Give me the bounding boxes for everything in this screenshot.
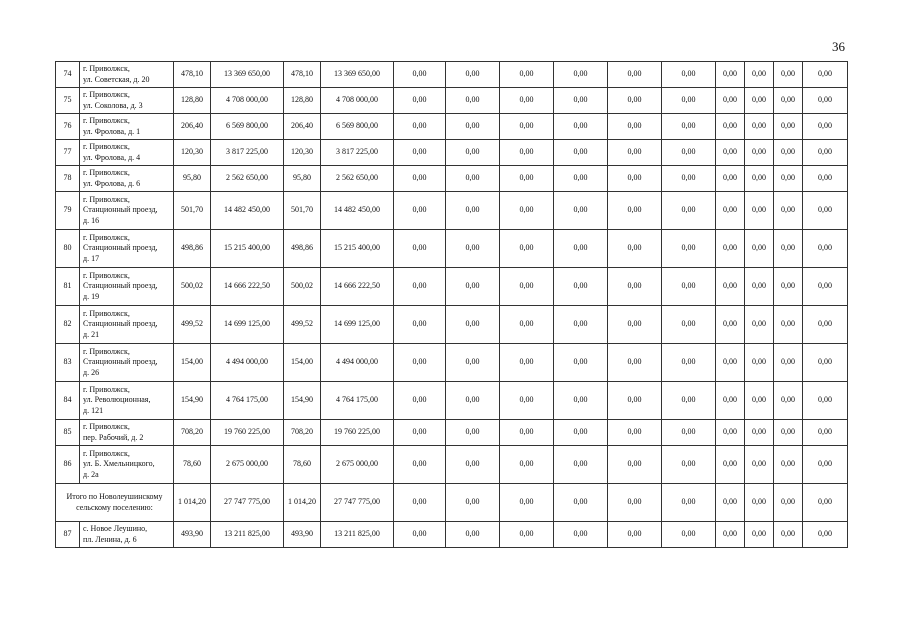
value-cell: 0,00 bbox=[500, 420, 554, 446]
value-cell: 0,00 bbox=[554, 484, 608, 522]
value-cell: 15 215 400,00 bbox=[321, 230, 394, 268]
value-cell: 2 675 000,00 bbox=[321, 446, 394, 484]
value-cell: 0,00 bbox=[608, 114, 662, 140]
value-cell: 0,00 bbox=[500, 382, 554, 420]
value-cell: 499,52 bbox=[174, 306, 211, 344]
value-cell: 2 675 000,00 bbox=[211, 446, 284, 484]
table-row bbox=[56, 344, 848, 382]
value-cell: 0,00 bbox=[446, 268, 500, 306]
value-cell: 13 369 650,00 bbox=[211, 62, 284, 88]
value-cell: 0,00 bbox=[554, 140, 608, 166]
value-cell: 0,00 bbox=[394, 140, 446, 166]
table-row bbox=[56, 382, 848, 420]
value-cell: 0,00 bbox=[716, 522, 745, 548]
value-cell: 708,20 bbox=[284, 420, 321, 446]
value-cell: 19 760 225,00 bbox=[211, 420, 284, 446]
page-number: 36 bbox=[832, 39, 845, 54]
value-cell: 501,70 bbox=[284, 192, 321, 230]
table-row bbox=[56, 306, 848, 344]
value-cell: 0,00 bbox=[394, 344, 446, 382]
value-cell: 0,00 bbox=[716, 230, 745, 268]
value-cell: 0,00 bbox=[745, 88, 774, 114]
value-cell: 0,00 bbox=[745, 420, 774, 446]
value-cell: 0,00 bbox=[803, 114, 848, 140]
housing-fund-table bbox=[55, 61, 848, 548]
value-cell: 0,00 bbox=[774, 166, 803, 192]
table-row bbox=[56, 268, 848, 306]
value-cell: 0,00 bbox=[394, 306, 446, 344]
value-cell: 0,00 bbox=[774, 484, 803, 522]
value-cell: 154,90 bbox=[174, 382, 211, 420]
value-cell: 500,02 bbox=[284, 268, 321, 306]
value-cell: 0,00 bbox=[608, 522, 662, 548]
value-cell: 478,10 bbox=[284, 62, 321, 88]
value-cell: 0,00 bbox=[500, 268, 554, 306]
value-cell: 0,00 bbox=[608, 166, 662, 192]
address-cell: г. Приволжск, ул. Советская, д. 20 bbox=[80, 62, 174, 88]
table-row bbox=[56, 446, 848, 484]
value-cell: 0,00 bbox=[774, 62, 803, 88]
value-cell: 0,00 bbox=[716, 140, 745, 166]
value-cell: 0,00 bbox=[745, 446, 774, 484]
value-cell: 0,00 bbox=[662, 268, 716, 306]
value-cell: 0,00 bbox=[745, 484, 774, 522]
value-cell: 0,00 bbox=[446, 306, 500, 344]
value-cell: 0,00 bbox=[774, 420, 803, 446]
value-cell: 0,00 bbox=[608, 88, 662, 114]
value-cell: 6 569 800,00 bbox=[211, 114, 284, 140]
address-cell: г. Приволжск, ул. Революционная, д. 121 bbox=[80, 382, 174, 420]
value-cell: 0,00 bbox=[554, 446, 608, 484]
value-cell: 0,00 bbox=[554, 522, 608, 548]
value-cell: 0,00 bbox=[554, 382, 608, 420]
value-cell: 0,00 bbox=[774, 344, 803, 382]
table-row bbox=[56, 420, 848, 446]
address-cell: г. Приволжск, Станционный проезд, д. 19 bbox=[80, 268, 174, 306]
value-cell: 4 708 000,00 bbox=[211, 88, 284, 114]
value-cell: 6 569 800,00 bbox=[321, 114, 394, 140]
value-cell: 14 666 222,50 bbox=[321, 268, 394, 306]
value-cell: 0,00 bbox=[774, 268, 803, 306]
address-cell: г. Приволжск, Станционный проезд, д. 21 bbox=[80, 306, 174, 344]
value-cell: 0,00 bbox=[608, 192, 662, 230]
value-cell: 0,00 bbox=[803, 268, 848, 306]
value-cell: 0,00 bbox=[394, 484, 446, 522]
value-cell: 4 708 000,00 bbox=[321, 88, 394, 114]
row-number: 79 bbox=[56, 192, 80, 230]
value-cell: 0,00 bbox=[662, 446, 716, 484]
value-cell: 0,00 bbox=[662, 484, 716, 522]
value-cell: 0,00 bbox=[774, 522, 803, 548]
value-cell: 0,00 bbox=[803, 522, 848, 548]
value-cell: 0,00 bbox=[774, 382, 803, 420]
value-cell: 0,00 bbox=[446, 382, 500, 420]
value-cell: 0,00 bbox=[554, 166, 608, 192]
row-number: 82 bbox=[56, 306, 80, 344]
value-cell: 0,00 bbox=[500, 88, 554, 114]
value-cell: 0,00 bbox=[803, 484, 848, 522]
value-cell: 0,00 bbox=[394, 420, 446, 446]
value-cell: 499,52 bbox=[284, 306, 321, 344]
value-cell: 501,70 bbox=[174, 192, 211, 230]
value-cell: 0,00 bbox=[803, 446, 848, 484]
value-cell: 4 494 000,00 bbox=[211, 344, 284, 382]
value-cell: 0,00 bbox=[745, 166, 774, 192]
address-cell: г. Приволжск, ул. Б. Хмельницкого, д. 2а bbox=[80, 446, 174, 484]
address-cell: г. Приволжск, ул. Фролова, д. 4 bbox=[80, 140, 174, 166]
value-cell: 0,00 bbox=[500, 140, 554, 166]
value-cell: 0,00 bbox=[500, 522, 554, 548]
value-cell: 0,00 bbox=[394, 268, 446, 306]
value-cell: 0,00 bbox=[803, 344, 848, 382]
value-cell: 0,00 bbox=[662, 192, 716, 230]
value-cell: 154,00 bbox=[174, 344, 211, 382]
row-number: 76 bbox=[56, 114, 80, 140]
value-cell: 0,00 bbox=[500, 114, 554, 140]
value-cell: 0,00 bbox=[608, 420, 662, 446]
address-cell: с. Новое Леушино, пл. Ленина, д. 6 bbox=[80, 522, 174, 548]
row-number: 83 bbox=[56, 344, 80, 382]
row-number: 78 bbox=[56, 166, 80, 192]
value-cell: 0,00 bbox=[716, 484, 745, 522]
table-row bbox=[56, 522, 848, 548]
value-cell: 493,90 bbox=[174, 522, 211, 548]
value-cell: 0,00 bbox=[716, 420, 745, 446]
value-cell: 0,00 bbox=[608, 62, 662, 88]
address-cell: г. Приволжск, пер. Рабочий, д. 2 bbox=[80, 420, 174, 446]
value-cell: 708,20 bbox=[174, 420, 211, 446]
value-cell: 0,00 bbox=[716, 88, 745, 114]
value-cell: 154,00 bbox=[284, 344, 321, 382]
value-cell: 128,80 bbox=[174, 88, 211, 114]
value-cell: 0,00 bbox=[716, 446, 745, 484]
value-cell: 0,00 bbox=[745, 62, 774, 88]
row-number: 75 bbox=[56, 88, 80, 114]
value-cell: 0,00 bbox=[554, 268, 608, 306]
value-cell: 0,00 bbox=[608, 268, 662, 306]
value-cell: 0,00 bbox=[554, 114, 608, 140]
value-cell: 0,00 bbox=[716, 62, 745, 88]
value-cell: 0,00 bbox=[662, 230, 716, 268]
value-cell: 0,00 bbox=[446, 88, 500, 114]
value-cell: 0,00 bbox=[774, 230, 803, 268]
row-number: 85 bbox=[56, 420, 80, 446]
value-cell: 0,00 bbox=[500, 166, 554, 192]
value-cell: 13 369 650,00 bbox=[321, 62, 394, 88]
value-cell: 0,00 bbox=[500, 344, 554, 382]
value-cell: 0,00 bbox=[716, 166, 745, 192]
value-cell: 0,00 bbox=[745, 140, 774, 166]
value-cell: 0,00 bbox=[803, 420, 848, 446]
value-cell: 0,00 bbox=[500, 446, 554, 484]
value-cell: 0,00 bbox=[745, 306, 774, 344]
value-cell: 0,00 bbox=[394, 522, 446, 548]
value-cell: 0,00 bbox=[554, 306, 608, 344]
value-cell: 0,00 bbox=[500, 306, 554, 344]
value-cell: 3 817 225,00 bbox=[321, 140, 394, 166]
value-cell: 4 494 000,00 bbox=[321, 344, 394, 382]
value-cell: 0,00 bbox=[774, 114, 803, 140]
value-cell: 0,00 bbox=[803, 192, 848, 230]
value-cell: 0,00 bbox=[394, 230, 446, 268]
value-cell: 0,00 bbox=[774, 140, 803, 166]
value-cell: 0,00 bbox=[554, 230, 608, 268]
value-cell: 0,00 bbox=[774, 192, 803, 230]
row-number: 87 bbox=[56, 522, 80, 548]
total-label: Итого по Новолеушинскому сельскому поселению: bbox=[56, 484, 174, 522]
value-cell: 0,00 bbox=[608, 306, 662, 344]
row-number: 86 bbox=[56, 446, 80, 484]
value-cell: 0,00 bbox=[803, 230, 848, 268]
row-number: 80 bbox=[56, 230, 80, 268]
value-cell: 120,30 bbox=[174, 140, 211, 166]
value-cell: 1 014,20 bbox=[284, 484, 321, 522]
row-number: 81 bbox=[56, 268, 80, 306]
value-cell: 0,00 bbox=[662, 88, 716, 114]
value-cell: 14 482 450,00 bbox=[211, 192, 284, 230]
value-cell: 0,00 bbox=[608, 344, 662, 382]
value-cell: 0,00 bbox=[745, 230, 774, 268]
value-cell: 0,00 bbox=[394, 88, 446, 114]
value-cell: 0,00 bbox=[662, 382, 716, 420]
table-row bbox=[56, 166, 848, 192]
value-cell: 0,00 bbox=[394, 446, 446, 484]
value-cell: 0,00 bbox=[446, 446, 500, 484]
table-row bbox=[56, 88, 848, 114]
row-number: 84 bbox=[56, 382, 80, 420]
value-cell: 0,00 bbox=[554, 62, 608, 88]
value-cell: 0,00 bbox=[803, 166, 848, 192]
value-cell: 0,00 bbox=[774, 446, 803, 484]
value-cell: 0,00 bbox=[446, 484, 500, 522]
total-row bbox=[56, 484, 848, 522]
value-cell: 0,00 bbox=[662, 522, 716, 548]
address-cell: г. Приволжск, ул. Соколова, д. 3 bbox=[80, 88, 174, 114]
value-cell: 0,00 bbox=[662, 420, 716, 446]
value-cell: 0,00 bbox=[745, 268, 774, 306]
address-cell: г. Приволжск, Станционный проезд, д. 17 bbox=[80, 230, 174, 268]
value-cell: 0,00 bbox=[446, 230, 500, 268]
value-cell: 0,00 bbox=[716, 306, 745, 344]
value-cell: 0,00 bbox=[446, 166, 500, 192]
value-cell: 498,86 bbox=[174, 230, 211, 268]
value-cell: 0,00 bbox=[500, 62, 554, 88]
value-cell: 0,00 bbox=[745, 192, 774, 230]
value-cell: 13 211 825,00 bbox=[321, 522, 394, 548]
value-cell: 0,00 bbox=[554, 344, 608, 382]
value-cell: 19 760 225,00 bbox=[321, 420, 394, 446]
value-cell: 0,00 bbox=[446, 114, 500, 140]
address-cell: г. Приволжск, Станционный проезд, д. 26 bbox=[80, 344, 174, 382]
address-cell: г. Приволжск, Станционный проезд, д. 16 bbox=[80, 192, 174, 230]
value-cell: 0,00 bbox=[662, 166, 716, 192]
value-cell: 27 747 775,00 bbox=[211, 484, 284, 522]
value-cell: 0,00 bbox=[716, 344, 745, 382]
value-cell: 0,00 bbox=[608, 382, 662, 420]
value-cell: 0,00 bbox=[662, 114, 716, 140]
value-cell: 0,00 bbox=[716, 268, 745, 306]
value-cell: 0,00 bbox=[745, 344, 774, 382]
value-cell: 0,00 bbox=[608, 140, 662, 166]
value-cell: 0,00 bbox=[662, 306, 716, 344]
value-cell: 0,00 bbox=[716, 114, 745, 140]
value-cell: 493,90 bbox=[284, 522, 321, 548]
value-cell: 0,00 bbox=[662, 62, 716, 88]
value-cell: 0,00 bbox=[608, 446, 662, 484]
value-cell: 0,00 bbox=[500, 192, 554, 230]
value-cell: 95,80 bbox=[174, 166, 211, 192]
value-cell: 0,00 bbox=[716, 192, 745, 230]
value-cell: 0,00 bbox=[554, 88, 608, 114]
value-cell: 0,00 bbox=[446, 344, 500, 382]
value-cell: 95,80 bbox=[284, 166, 321, 192]
address-cell: г. Приволжск, ул. Фролова, д. 1 bbox=[80, 114, 174, 140]
value-cell: 14 699 125,00 bbox=[321, 306, 394, 344]
value-cell: 78,60 bbox=[284, 446, 321, 484]
value-cell: 0,00 bbox=[774, 88, 803, 114]
row-number: 74 bbox=[56, 62, 80, 88]
value-cell: 0,00 bbox=[745, 382, 774, 420]
value-cell: 0,00 bbox=[716, 382, 745, 420]
value-cell: 0,00 bbox=[608, 230, 662, 268]
value-cell: 78,60 bbox=[174, 446, 211, 484]
value-cell: 14 666 222,50 bbox=[211, 268, 284, 306]
value-cell: 4 764 175,00 bbox=[321, 382, 394, 420]
value-cell: 154,90 bbox=[284, 382, 321, 420]
value-cell: 0,00 bbox=[446, 522, 500, 548]
value-cell: 3 817 225,00 bbox=[211, 140, 284, 166]
value-cell: 128,80 bbox=[284, 88, 321, 114]
value-cell: 478,10 bbox=[174, 62, 211, 88]
value-cell: 4 764 175,00 bbox=[211, 382, 284, 420]
address-cell: г. Приволжск, ул. Фролова, д. 6 bbox=[80, 166, 174, 192]
value-cell: 0,00 bbox=[803, 62, 848, 88]
table-row bbox=[56, 114, 848, 140]
value-cell: 0,00 bbox=[446, 62, 500, 88]
value-cell: 0,00 bbox=[662, 140, 716, 166]
value-cell: 0,00 bbox=[446, 140, 500, 166]
value-cell: 0,00 bbox=[500, 484, 554, 522]
value-cell: 0,00 bbox=[745, 114, 774, 140]
table-row bbox=[56, 192, 848, 230]
value-cell: 0,00 bbox=[394, 114, 446, 140]
value-cell: 0,00 bbox=[500, 230, 554, 268]
table-row bbox=[56, 230, 848, 268]
value-cell: 14 699 125,00 bbox=[211, 306, 284, 344]
value-cell: 0,00 bbox=[803, 140, 848, 166]
value-cell: 0,00 bbox=[803, 88, 848, 114]
value-cell: 0,00 bbox=[446, 192, 500, 230]
value-cell: 1 014,20 bbox=[174, 484, 211, 522]
value-cell: 2 562 650,00 bbox=[211, 166, 284, 192]
value-cell: 0,00 bbox=[394, 382, 446, 420]
value-cell: 0,00 bbox=[774, 306, 803, 344]
value-cell: 0,00 bbox=[803, 382, 848, 420]
value-cell: 0,00 bbox=[394, 166, 446, 192]
table-row bbox=[56, 62, 848, 88]
value-cell: 0,00 bbox=[803, 306, 848, 344]
value-cell: 0,00 bbox=[394, 192, 446, 230]
value-cell: 206,40 bbox=[174, 114, 211, 140]
table-row bbox=[56, 140, 848, 166]
value-cell: 0,00 bbox=[446, 420, 500, 446]
value-cell: 15 215 400,00 bbox=[211, 230, 284, 268]
value-cell: 0,00 bbox=[554, 192, 608, 230]
value-cell: 206,40 bbox=[284, 114, 321, 140]
value-cell: 498,86 bbox=[284, 230, 321, 268]
value-cell: 0,00 bbox=[394, 62, 446, 88]
value-cell: 500,02 bbox=[174, 268, 211, 306]
value-cell: 0,00 bbox=[554, 420, 608, 446]
value-cell: 27 747 775,00 bbox=[321, 484, 394, 522]
value-cell: 120,30 bbox=[284, 140, 321, 166]
value-cell: 14 482 450,00 bbox=[321, 192, 394, 230]
value-cell: 13 211 825,00 bbox=[211, 522, 284, 548]
value-cell: 0,00 bbox=[662, 344, 716, 382]
value-cell: 2 562 650,00 bbox=[321, 166, 394, 192]
value-cell: 0,00 bbox=[745, 522, 774, 548]
row-number: 77 bbox=[56, 140, 80, 166]
value-cell: 0,00 bbox=[608, 484, 662, 522]
